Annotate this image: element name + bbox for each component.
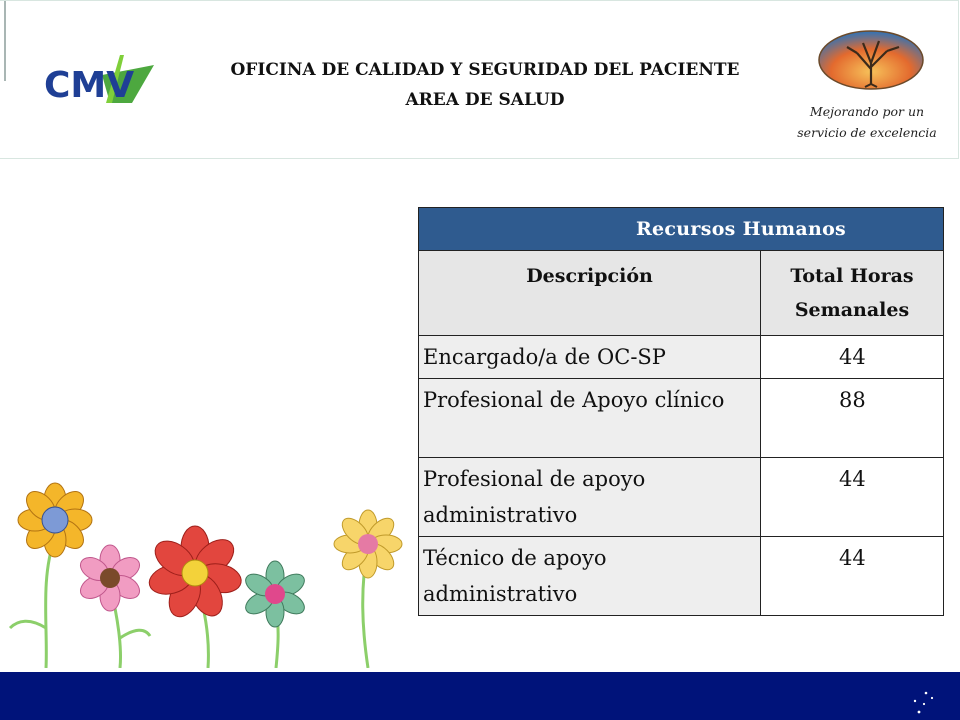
- column-header-description: Descripción: [419, 251, 761, 336]
- slogan-line1: Mejorando por un: [809, 104, 925, 119]
- row-description: Profesional de Apoyo clínico: [419, 379, 761, 458]
- row-description: Técnico de apoyo administrativo: [419, 537, 761, 616]
- row-description: Profesional de apoyo administrativo: [419, 458, 761, 537]
- row-description: Encargado/a de OC-SP: [419, 336, 761, 379]
- table-row: [419, 379, 944, 458]
- flowers-illustration: [0, 478, 410, 668]
- flower-green-icon: [242, 561, 308, 627]
- flower-light-yellow-icon: [334, 510, 402, 578]
- stars-icon: [906, 690, 936, 718]
- flower-pink-icon: [76, 545, 143, 611]
- logo-text: CMV: [44, 65, 135, 106]
- page-header: [0, 0, 959, 159]
- header-left-rule: [0, 1, 6, 81]
- table-row: [419, 336, 944, 379]
- flower-yellow-icon: [18, 483, 92, 557]
- row-hours: 44: [761, 336, 944, 379]
- table-row: [419, 537, 944, 616]
- column-header-hours: [761, 251, 944, 336]
- row-hours: 44: [761, 458, 944, 537]
- table-row: [419, 458, 944, 537]
- column-header-hours-line2: Semanales: [794, 299, 910, 321]
- human-resources-table: [418, 207, 944, 616]
- column-header-hours-line1: Total Horas: [790, 265, 914, 287]
- slogan-line2: servicio de excelencia: [797, 125, 937, 140]
- row-hours: 88: [761, 379, 944, 458]
- header-title-line1: OFICINA DE CALIDAD Y SEGURIDAD DEL PACIENTE: [230, 60, 740, 80]
- header-slogan: [782, 101, 952, 143]
- table-title: Recursos Humanos: [419, 208, 944, 251]
- row-hours: 44: [761, 537, 944, 616]
- tree-emblem-icon: [817, 29, 925, 91]
- header-title-line2: AREA DE SALUD: [405, 90, 565, 110]
- header-title: [180, 55, 790, 115]
- cmv-logo: [42, 45, 162, 109]
- flower-red-icon: [146, 526, 244, 622]
- footer-bar: [0, 672, 960, 720]
